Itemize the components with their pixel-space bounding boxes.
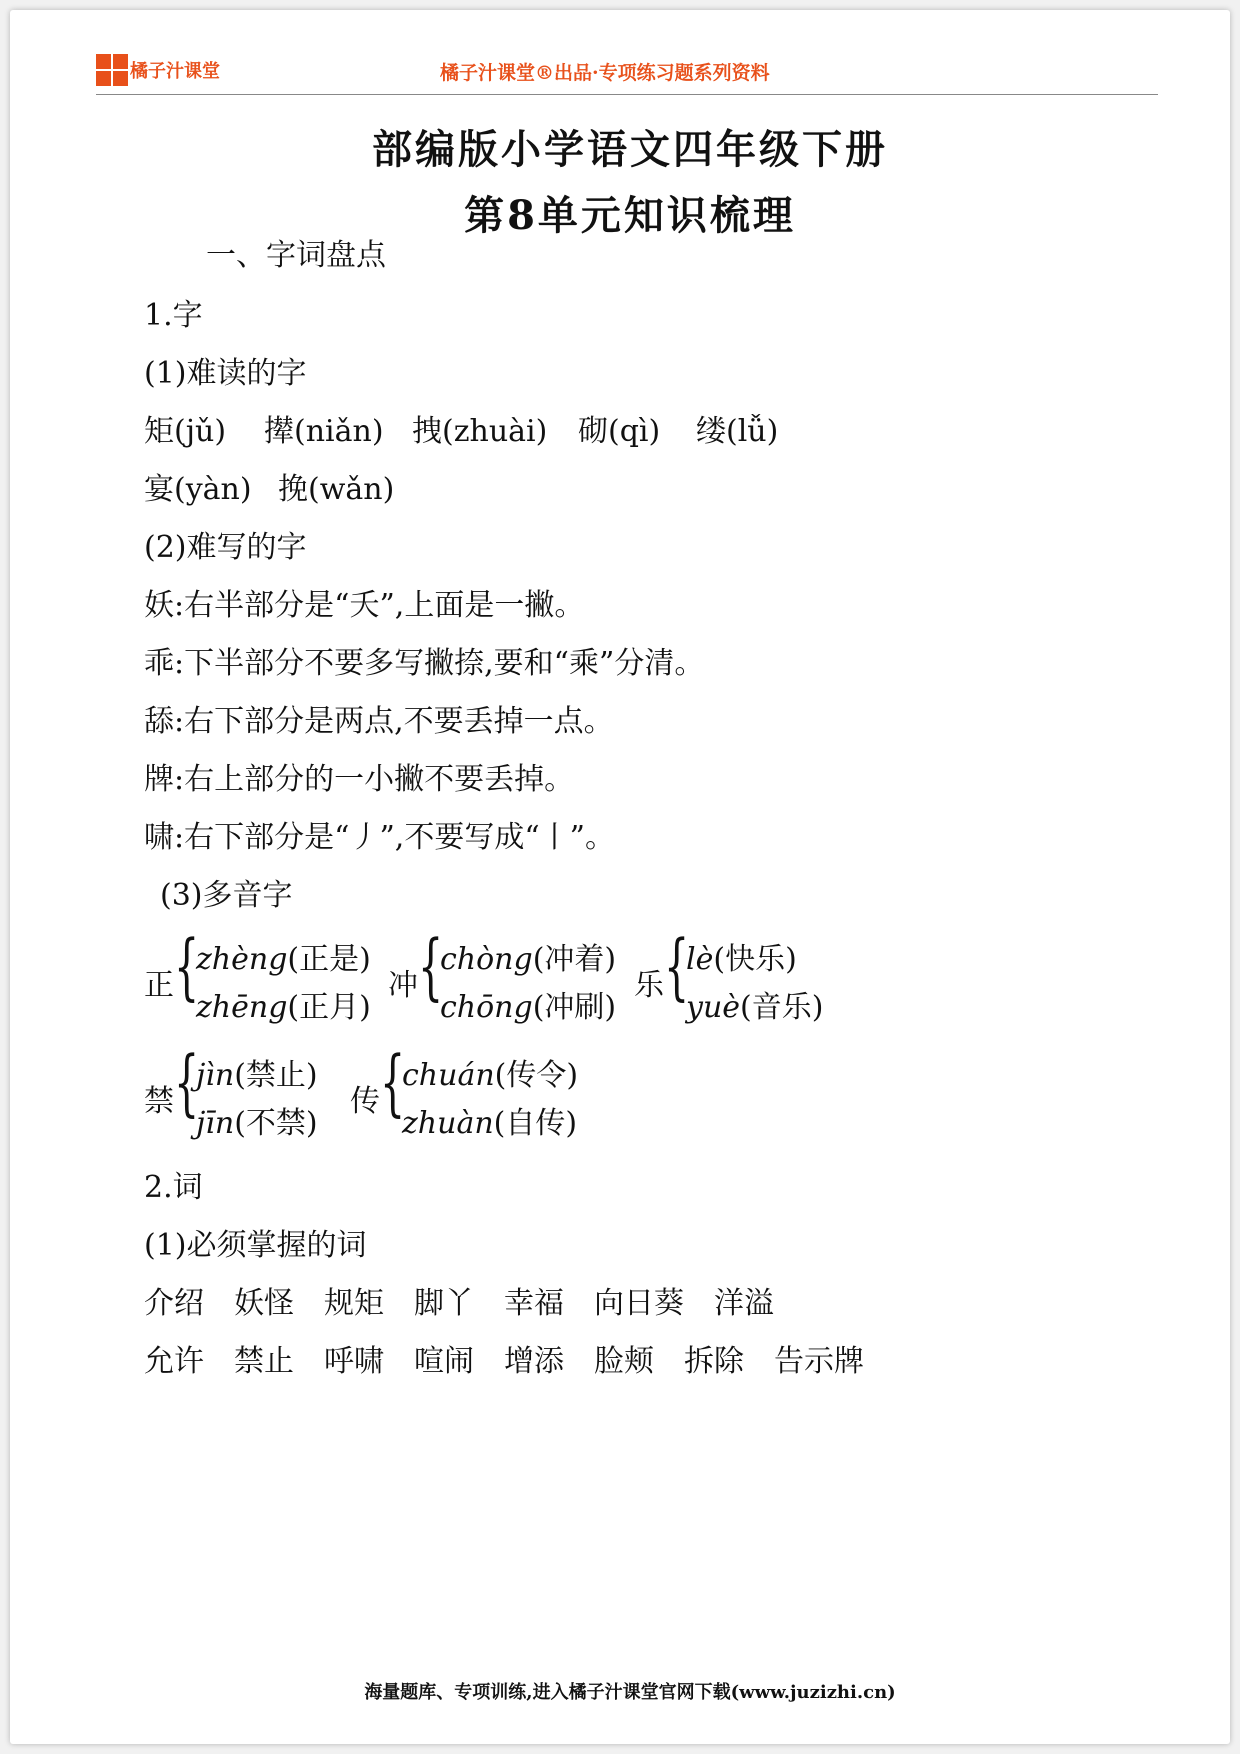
word-item: 拆除 [684,1344,744,1379]
word-item: 告示牌 [774,1344,864,1379]
polyphone-char: 乐 [634,968,664,1003]
hard-read-item: 拽(zhuài) [412,414,548,449]
word-item: 脸颊 [594,1344,654,1379]
subheading-hard-read: (1)难读的字 [144,356,307,391]
word-item: 向日葵 [594,1286,684,1321]
section-heading: 一、字词盘点 [206,238,386,273]
word-item: 脚丫 [414,1286,474,1321]
polyphone-reading: chuán(传令) [402,1058,579,1093]
word-item: 规矩 [324,1286,384,1321]
polyphone-reading: zhēng(正月) [196,990,371,1025]
header-divider [96,94,1158,95]
polyphone-group [350,1040,610,1154]
doc-title-line2: 第8单元知识梳理 [464,192,796,239]
subheading-hard-write: (2)难写的字 [144,530,307,565]
polyphone-group [144,924,404,1038]
word-item: 禁止 [234,1344,294,1379]
subheading-words: 2.词 [144,1170,203,1205]
word-item: 增添 [504,1344,564,1379]
subheading-must-master: (1)必须掌握的词 [144,1228,367,1263]
brace-icon: { [174,1040,200,1124]
footer-text: 海量题库、专项训练,进入橘子汁课堂官网下载(www.juzizhi.cn) [364,1682,896,1703]
hard-write-item: 牌:右上部分的一小撇不要丢掉。 [144,762,575,797]
word-item: 洋溢 [714,1286,774,1321]
polyphone-char: 冲 [388,968,418,1003]
polyphone-reading: yuè(音乐) [686,990,824,1025]
polyphone-reading: jīn(不禁) [196,1106,318,1141]
logo-grid-icon [96,54,128,86]
word-item: 介绍 [144,1286,204,1321]
polyphone-group [634,924,874,1038]
polyphone-char: 正 [144,968,174,1003]
word-item: 允许 [144,1344,204,1379]
polyphone-reading: chōng(冲刷) [440,990,617,1025]
polyphone-char: 传 [350,1084,380,1119]
hard-write-item: 啸:右下部分是“丿”,不要写成“丨”。 [144,820,615,855]
hard-read-item: 宴(yàn) [144,472,252,507]
brace-icon: { [174,924,200,1008]
hard-read-item: 缕(lǚ) [696,414,779,449]
subheading-polyphones: (3)多音字 [160,878,293,913]
polyphone-reading: zhuàn(自传) [402,1106,578,1141]
hard-write-item: 舔:右下部分是两点,不要丢掉一点。 [144,704,614,739]
header-title: 橘子汁课堂®出品·专项练习题系列资料 [440,62,770,84]
polyphone-reading: zhèng(正是) [196,942,371,977]
brace-icon: { [664,924,690,1008]
brace-icon: { [418,924,444,1008]
hard-write-item: 乖:下半部分不要多写撇捺,要和“乘”分清。 [144,646,705,681]
document-page [10,10,1230,1744]
polyphone-group [388,924,648,1038]
logo-text: 橘子汁课堂 [130,61,220,82]
word-item: 妖怪 [234,1286,294,1321]
doc-title-line1: 部编版小学语文四年级下册 [372,126,888,173]
word-item: 幸福 [504,1286,564,1321]
polyphone-reading: lè(快乐) [686,942,797,977]
hard-write-item: 妖:右半部分是“夭”,上面是一撇。 [144,588,585,623]
word-item: 呼啸 [324,1344,384,1379]
hard-read-item: 砌(qì) [578,414,661,449]
brace-icon: { [380,1040,406,1124]
brand-logo [96,54,220,86]
hard-read-item: 矩(jǔ) [144,414,227,449]
subheading-chars: 1.字 [144,298,203,333]
polyphone-group [144,1040,374,1154]
polyphone-reading: chòng(冲着) [440,942,617,977]
polyphone-reading: jìn(禁止) [196,1058,318,1093]
polyphone-char: 禁 [144,1084,174,1119]
hard-read-item: 撵(niǎn) [264,414,384,449]
hard-read-item: 挽(wǎn) [278,472,395,507]
word-item: 喧闹 [414,1344,474,1379]
